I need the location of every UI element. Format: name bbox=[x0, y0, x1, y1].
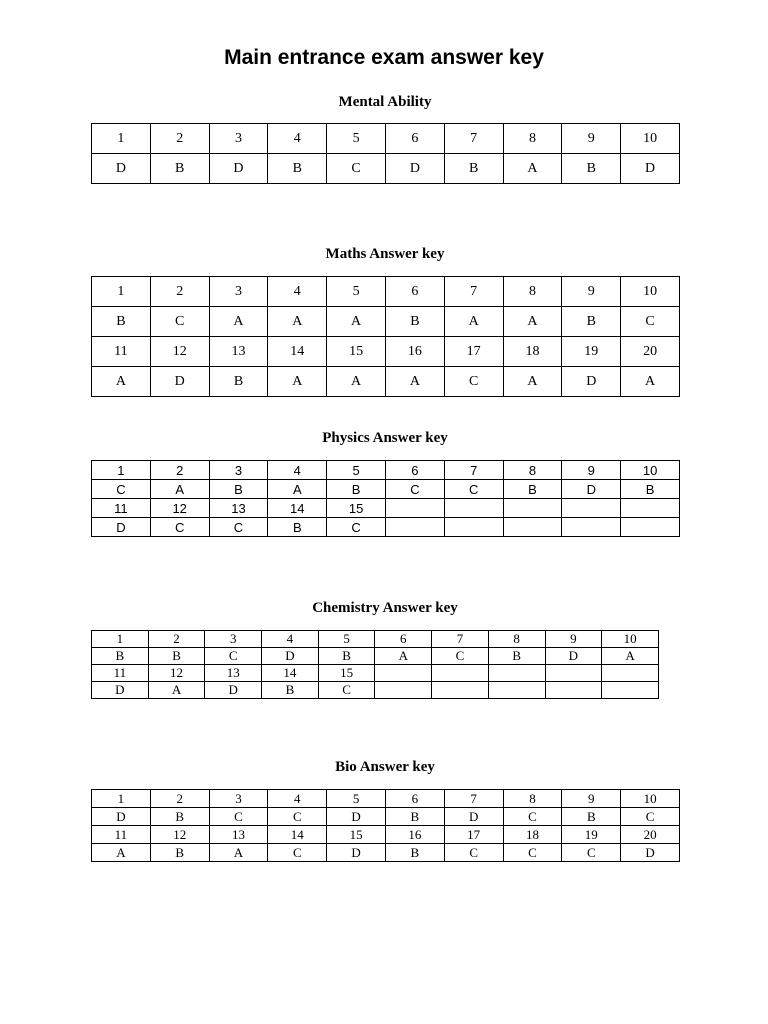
question-number-cell: 9 bbox=[562, 277, 621, 307]
answer-cell: D bbox=[92, 808, 151, 826]
section-heading-mental-ability: Mental Ability bbox=[338, 94, 432, 110]
answer-cell: A bbox=[327, 307, 386, 337]
question-number-cell: 1 bbox=[92, 124, 151, 154]
answer-cell: A bbox=[503, 154, 562, 184]
question-number-cell: 11 bbox=[92, 499, 151, 518]
question-number-cell: 9 bbox=[562, 461, 621, 480]
answer-cell: B bbox=[150, 808, 209, 826]
question-number-cell: 13 bbox=[205, 665, 262, 682]
answer-cell bbox=[375, 682, 432, 699]
question-number-cell: 4 bbox=[268, 790, 327, 808]
section-heading-bio: Bio Answer key bbox=[335, 759, 435, 775]
question-number-cell bbox=[503, 499, 562, 518]
question-number-cell: 1 bbox=[92, 790, 151, 808]
question-number-cell: 17 bbox=[444, 337, 503, 367]
question-number-cell: 19 bbox=[562, 826, 621, 844]
answer-cell: C bbox=[92, 480, 151, 499]
question-number-cell: 8 bbox=[503, 277, 562, 307]
question-number-cell bbox=[545, 665, 602, 682]
question-number-cell: 5 bbox=[318, 631, 375, 648]
question-number-cell: 5 bbox=[327, 790, 386, 808]
question-number-cell: 7 bbox=[444, 461, 503, 480]
question-number-row bbox=[92, 499, 680, 518]
question-number-cell: 6 bbox=[385, 277, 444, 307]
answer-cell bbox=[432, 682, 489, 699]
question-number-cell: 16 bbox=[385, 826, 444, 844]
question-number-cell: 4 bbox=[262, 631, 319, 648]
answer-cell: C bbox=[268, 808, 327, 826]
answer-cell: C bbox=[444, 480, 503, 499]
question-number-cell: 7 bbox=[444, 277, 503, 307]
answer-cell: B bbox=[385, 808, 444, 826]
answer-cell: B bbox=[268, 154, 327, 184]
question-number-row bbox=[92, 665, 659, 682]
question-number-cell: 14 bbox=[268, 826, 327, 844]
question-number-cell: 19 bbox=[562, 337, 621, 367]
answer-table-mental-ability bbox=[91, 123, 680, 184]
question-number-cell: 12 bbox=[150, 337, 209, 367]
answer-cell: B bbox=[150, 154, 209, 184]
answer-cell: C bbox=[503, 808, 562, 826]
answer-cell: A bbox=[385, 367, 444, 397]
answer-cell: D bbox=[92, 154, 151, 184]
answer-cell: D bbox=[327, 808, 386, 826]
question-number-cell: 9 bbox=[562, 124, 621, 154]
question-number-cell: 9 bbox=[562, 790, 621, 808]
question-number-cell: 15 bbox=[327, 337, 386, 367]
answer-cell: A bbox=[621, 367, 680, 397]
question-number-cell: 14 bbox=[268, 337, 327, 367]
question-number-cell: 6 bbox=[385, 461, 444, 480]
answer-cell: C bbox=[209, 518, 268, 537]
answer-cell bbox=[488, 682, 545, 699]
question-number-cell: 11 bbox=[92, 665, 149, 682]
question-number-cell: 2 bbox=[150, 790, 209, 808]
question-number-cell bbox=[488, 665, 545, 682]
answer-cell: D bbox=[444, 808, 503, 826]
question-number-cell: 3 bbox=[209, 790, 268, 808]
answer-cell: B bbox=[621, 480, 680, 499]
answer-cell: D bbox=[621, 154, 680, 184]
answer-cell: A bbox=[92, 844, 151, 862]
answer-cell: B bbox=[268, 518, 327, 537]
question-number-cell: 7 bbox=[432, 631, 489, 648]
answer-cell: D bbox=[209, 154, 268, 184]
answer-cell: A bbox=[503, 367, 562, 397]
question-number-cell bbox=[602, 665, 659, 682]
answer-cell: D bbox=[545, 648, 602, 665]
answer-cell: B bbox=[92, 648, 149, 665]
answer-cell bbox=[444, 518, 503, 537]
question-number-cell: 15 bbox=[327, 826, 386, 844]
answer-cell: B bbox=[562, 154, 621, 184]
question-number-cell: 18 bbox=[503, 826, 562, 844]
answer-cell: B bbox=[150, 844, 209, 862]
answer-cell: A bbox=[268, 307, 327, 337]
answer-cell: C bbox=[327, 154, 386, 184]
question-number-cell: 10 bbox=[602, 631, 659, 648]
answer-cell: C bbox=[150, 518, 209, 537]
question-number-cell: 2 bbox=[150, 461, 209, 480]
question-number-cell: 13 bbox=[209, 826, 268, 844]
answer-cell: D bbox=[562, 480, 621, 499]
answer-cell: B bbox=[92, 307, 151, 337]
question-number-row bbox=[92, 826, 680, 844]
question-number-row bbox=[92, 790, 680, 808]
answer-cell: C bbox=[385, 480, 444, 499]
question-number-row bbox=[92, 277, 680, 307]
answer-row bbox=[92, 682, 659, 699]
answer-cell: A bbox=[602, 648, 659, 665]
answer-cell: A bbox=[268, 367, 327, 397]
question-number-cell: 10 bbox=[621, 277, 680, 307]
question-number-cell: 12 bbox=[148, 665, 205, 682]
answer-cell: C bbox=[209, 808, 268, 826]
question-number-cell: 10 bbox=[621, 790, 680, 808]
answer-cell: B bbox=[327, 480, 386, 499]
answer-cell: D bbox=[262, 648, 319, 665]
question-number-cell: 11 bbox=[92, 826, 151, 844]
answer-cell: C bbox=[562, 844, 621, 862]
answer-row bbox=[92, 808, 680, 826]
answer-cell: B bbox=[209, 480, 268, 499]
answer-cell: A bbox=[375, 648, 432, 665]
answer-cell: B bbox=[488, 648, 545, 665]
answer-cell: D bbox=[92, 682, 149, 699]
answer-cell: C bbox=[150, 307, 209, 337]
question-number-cell: 14 bbox=[268, 499, 327, 518]
question-number-cell: 13 bbox=[209, 337, 268, 367]
answer-row bbox=[92, 480, 680, 499]
question-number-cell: 3 bbox=[205, 631, 262, 648]
answer-row bbox=[92, 518, 680, 537]
section-heading-maths: Maths Answer key bbox=[325, 246, 445, 262]
answer-cell: C bbox=[432, 648, 489, 665]
answer-cell: A bbox=[92, 367, 151, 397]
answer-cell bbox=[503, 518, 562, 537]
question-number-cell: 20 bbox=[621, 826, 680, 844]
answer-cell: D bbox=[327, 844, 386, 862]
question-number-cell: 6 bbox=[385, 124, 444, 154]
answer-cell: B bbox=[562, 307, 621, 337]
question-number-cell bbox=[375, 665, 432, 682]
answer-cell bbox=[621, 518, 680, 537]
question-number-cell: 20 bbox=[621, 337, 680, 367]
answer-table-physics bbox=[91, 460, 680, 537]
question-number-cell: 3 bbox=[209, 277, 268, 307]
answer-cell: A bbox=[209, 307, 268, 337]
answer-cell: D bbox=[385, 154, 444, 184]
answer-table-bio bbox=[91, 789, 680, 862]
answer-cell: A bbox=[209, 844, 268, 862]
question-number-cell: 5 bbox=[327, 124, 386, 154]
question-number-row bbox=[92, 124, 680, 154]
answer-cell: D bbox=[621, 844, 680, 862]
question-number-cell bbox=[621, 499, 680, 518]
answer-row bbox=[92, 367, 680, 397]
answer-cell: B bbox=[385, 844, 444, 862]
answer-table-chemistry bbox=[91, 630, 659, 699]
answer-cell: A bbox=[444, 307, 503, 337]
answer-row bbox=[92, 648, 659, 665]
question-number-cell: 16 bbox=[385, 337, 444, 367]
answer-cell: D bbox=[562, 367, 621, 397]
page-title: Main entrance exam answer key bbox=[224, 46, 544, 69]
question-number-cell: 8 bbox=[488, 631, 545, 648]
question-number-cell: 4 bbox=[268, 277, 327, 307]
question-number-cell: 7 bbox=[444, 790, 503, 808]
answer-cell: C bbox=[268, 844, 327, 862]
question-number-cell: 1 bbox=[92, 461, 151, 480]
question-number-cell: 6 bbox=[385, 790, 444, 808]
answer-table-maths bbox=[91, 276, 680, 397]
question-number-cell: 3 bbox=[209, 461, 268, 480]
answer-cell: C bbox=[444, 367, 503, 397]
question-number-row bbox=[92, 461, 680, 480]
question-number-cell: 2 bbox=[150, 124, 209, 154]
question-number-cell: 15 bbox=[327, 499, 386, 518]
answer-cell: C bbox=[503, 844, 562, 862]
answer-cell: B bbox=[148, 648, 205, 665]
question-number-cell bbox=[432, 665, 489, 682]
answer-cell bbox=[562, 518, 621, 537]
answer-cell: C bbox=[327, 518, 386, 537]
answer-cell: B bbox=[562, 808, 621, 826]
answer-cell: C bbox=[444, 844, 503, 862]
question-number-cell bbox=[444, 499, 503, 518]
question-number-cell: 10 bbox=[621, 461, 680, 480]
question-number-cell: 7 bbox=[444, 124, 503, 154]
answer-cell: C bbox=[205, 648, 262, 665]
question-number-cell: 10 bbox=[621, 124, 680, 154]
question-number-cell bbox=[562, 499, 621, 518]
answer-row bbox=[92, 844, 680, 862]
question-number-cell: 11 bbox=[92, 337, 151, 367]
answer-cell: A bbox=[268, 480, 327, 499]
answer-cell: A bbox=[148, 682, 205, 699]
question-number-cell: 8 bbox=[503, 790, 562, 808]
question-number-cell: 8 bbox=[503, 461, 562, 480]
question-number-row bbox=[92, 337, 680, 367]
answer-cell: B bbox=[318, 648, 375, 665]
question-number-cell: 15 bbox=[318, 665, 375, 682]
question-number-row bbox=[92, 631, 659, 648]
question-number-cell: 5 bbox=[327, 277, 386, 307]
question-number-cell: 4 bbox=[268, 461, 327, 480]
answer-cell: A bbox=[503, 307, 562, 337]
question-number-cell: 2 bbox=[148, 631, 205, 648]
question-number-cell: 12 bbox=[150, 499, 209, 518]
question-number-cell: 13 bbox=[209, 499, 268, 518]
answer-cell: D bbox=[92, 518, 151, 537]
answer-cell: B bbox=[385, 307, 444, 337]
answer-cell: D bbox=[150, 367, 209, 397]
question-number-cell bbox=[385, 499, 444, 518]
answer-cell: A bbox=[327, 367, 386, 397]
answer-cell: D bbox=[205, 682, 262, 699]
question-number-cell: 6 bbox=[375, 631, 432, 648]
question-number-cell: 14 bbox=[262, 665, 319, 682]
answer-cell: C bbox=[621, 808, 680, 826]
answer-cell: B bbox=[262, 682, 319, 699]
answer-cell: B bbox=[444, 154, 503, 184]
question-number-cell: 1 bbox=[92, 631, 149, 648]
answer-row bbox=[92, 307, 680, 337]
answer-cell bbox=[545, 682, 602, 699]
answer-cell: A bbox=[150, 480, 209, 499]
question-number-cell: 9 bbox=[545, 631, 602, 648]
answer-cell bbox=[602, 682, 659, 699]
section-heading-physics: Physics Answer key bbox=[322, 430, 448, 446]
question-number-cell: 8 bbox=[503, 124, 562, 154]
answer-cell: C bbox=[318, 682, 375, 699]
answer-cell: B bbox=[209, 367, 268, 397]
answer-cell: C bbox=[621, 307, 680, 337]
question-number-cell: 5 bbox=[327, 461, 386, 480]
answer-cell bbox=[385, 518, 444, 537]
question-number-cell: 3 bbox=[209, 124, 268, 154]
question-number-cell: 1 bbox=[92, 277, 151, 307]
section-heading-chemistry: Chemistry Answer key bbox=[312, 600, 458, 616]
question-number-cell: 2 bbox=[150, 277, 209, 307]
answer-cell: B bbox=[503, 480, 562, 499]
question-number-cell: 18 bbox=[503, 337, 562, 367]
question-number-cell: 17 bbox=[444, 826, 503, 844]
question-number-cell: 4 bbox=[268, 124, 327, 154]
question-number-cell: 12 bbox=[150, 826, 209, 844]
answer-row bbox=[92, 154, 680, 184]
